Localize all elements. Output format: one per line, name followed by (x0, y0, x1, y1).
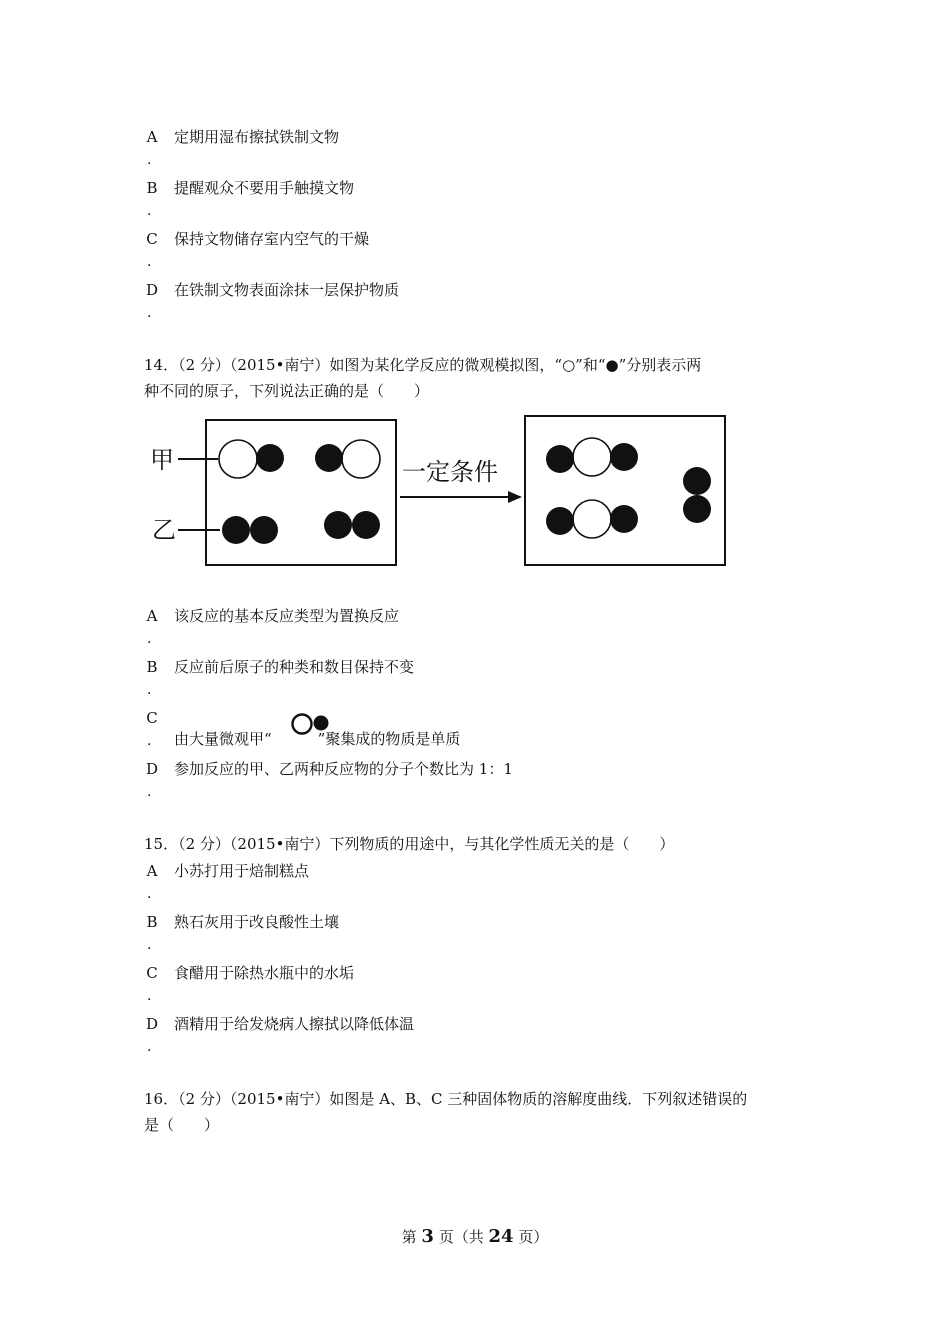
q14-option-c-letter: C (146, 709, 158, 727)
q14-option-a-letter: A (146, 607, 158, 625)
reactant-jia-2-black-atom (315, 444, 343, 472)
product-leftover-atom-bottom (683, 495, 711, 523)
footer-suffix: 页） (518, 1228, 549, 1246)
q13-option-a-text: 定期用湿布擦拭铁制文物 (174, 128, 340, 146)
q14-option-a-dot: . (147, 631, 152, 647)
q15-option-b-letter: B (146, 913, 158, 931)
q13-option-d-letter: D (145, 281, 159, 299)
q16-stem-line2: 是（ ） (144, 1116, 220, 1134)
footer-prefix: 第 (401, 1228, 417, 1246)
q13-option-b-dot: . (147, 203, 152, 219)
q14-option-b-text: 反应前后原子的种类和数目保持不变 (174, 658, 415, 676)
page-footer (0, 1226, 950, 1248)
product-2-black-atom-left (546, 507, 574, 535)
q15-stem: 15．（2 分）（2015•南宁）下列物质的用途中，与其化学性质无关的是（ ） (144, 835, 675, 853)
q13-option-b-letter: B (146, 179, 158, 197)
reactant-yi-2-atom-b (352, 511, 380, 539)
q15-option-a-letter: A (146, 862, 158, 880)
q14-option-c-text-after: ”聚集成的物质是单质 (317, 730, 461, 748)
product-leftover-atom-top (683, 467, 711, 495)
arrow-condition-label: 一定条件 (402, 458, 498, 486)
q14-option-c-text-before: 由大量微观甲“ (174, 730, 272, 748)
q14-option-b-dot: . (147, 682, 152, 698)
diagram-label-jia: 甲 (150, 446, 174, 474)
product-1-black-atom-right (610, 443, 638, 471)
q15-option-a-dot: . (147, 886, 152, 902)
q15-option-c-text: 食醋用于除热水瓶中的水垢 (174, 964, 355, 982)
q14-option-c-dot: . (147, 733, 152, 749)
reaction-diagram (140, 408, 740, 573)
q14-stem-line1: 14．（2 分）（2015•南宁）如图为某化学反应的微观模拟图，“○”和“●”分别表示两 (144, 356, 702, 374)
q15-option-b-text: 熟石灰用于改良酸性土壤 (174, 913, 340, 931)
footer-middle: 页（共 (438, 1228, 484, 1246)
footer-total-pages: 24 (488, 1226, 514, 1247)
q15-option-d-text: 酒精用于给发烧病人擦拭以降低体温 (174, 1015, 415, 1033)
q13-option-b-text: 提醒观众不要用手触摸文物 (174, 179, 355, 197)
q14-option-a-text: 该反应的基本反应类型为置换反应 (174, 607, 400, 625)
reactant-jia-1-white-atom (219, 440, 257, 478)
q16-stem-line1: 16．（2 分）（2015•南宁）如图是 A、B、C 三种固体物质的溶解度曲线．下列叙述错误的 (144, 1090, 748, 1108)
q14-option-d-letter: D (145, 760, 159, 778)
q15-option-a-text: 小苏打用于焙制糕点 (174, 862, 310, 880)
q13-option-c-letter: C (146, 230, 158, 248)
reaction-arrow-head (508, 491, 522, 503)
q14-option-d-dot: . (147, 784, 152, 800)
q13-option-a-letter: A (146, 128, 158, 146)
reactant-yi-2-atom-a (324, 511, 352, 539)
q13-option-c-dot: . (147, 254, 152, 270)
reactant-jia-2-white-atom (342, 440, 380, 478)
q13-option-d-dot: . (147, 305, 152, 321)
q14-option-b-letter: B (146, 658, 158, 676)
q15-option-d-letter: D (145, 1015, 159, 1033)
q14-stem-line2: 种不同的原子，下列说法正确的是（ ） (144, 382, 430, 400)
q13-option-d-text: 在铁制文物表面涂抹一层保护物质 (174, 281, 400, 299)
q15-option-c-letter: C (146, 964, 158, 982)
product-1-black-atom-left (546, 445, 574, 473)
q14-option-c-molecule-icon (290, 710, 334, 736)
q13-option-a-dot: . (147, 152, 152, 168)
q15-option-c-dot: . (147, 988, 152, 1004)
q13-option-c-text: 保持文物储存室内空气的干燥 (174, 230, 370, 248)
reactant-yi-1-atom-b (250, 516, 278, 544)
diagram-label-yi: 乙 (152, 516, 176, 544)
q15-option-d-dot: . (147, 1039, 152, 1055)
product-1-white-atom (573, 438, 611, 476)
product-2-white-atom (573, 500, 611, 538)
q14-option-d-text: 参加反应的甲、乙两种反应物的分子个数比为 1：1 (174, 760, 513, 778)
reactant-yi-1-atom-a (222, 516, 250, 544)
product-2-black-atom-right (610, 505, 638, 533)
footer-page-number: 3 (421, 1226, 434, 1247)
q15-option-b-dot: . (147, 937, 152, 953)
reactant-jia-1-black-atom (256, 444, 284, 472)
